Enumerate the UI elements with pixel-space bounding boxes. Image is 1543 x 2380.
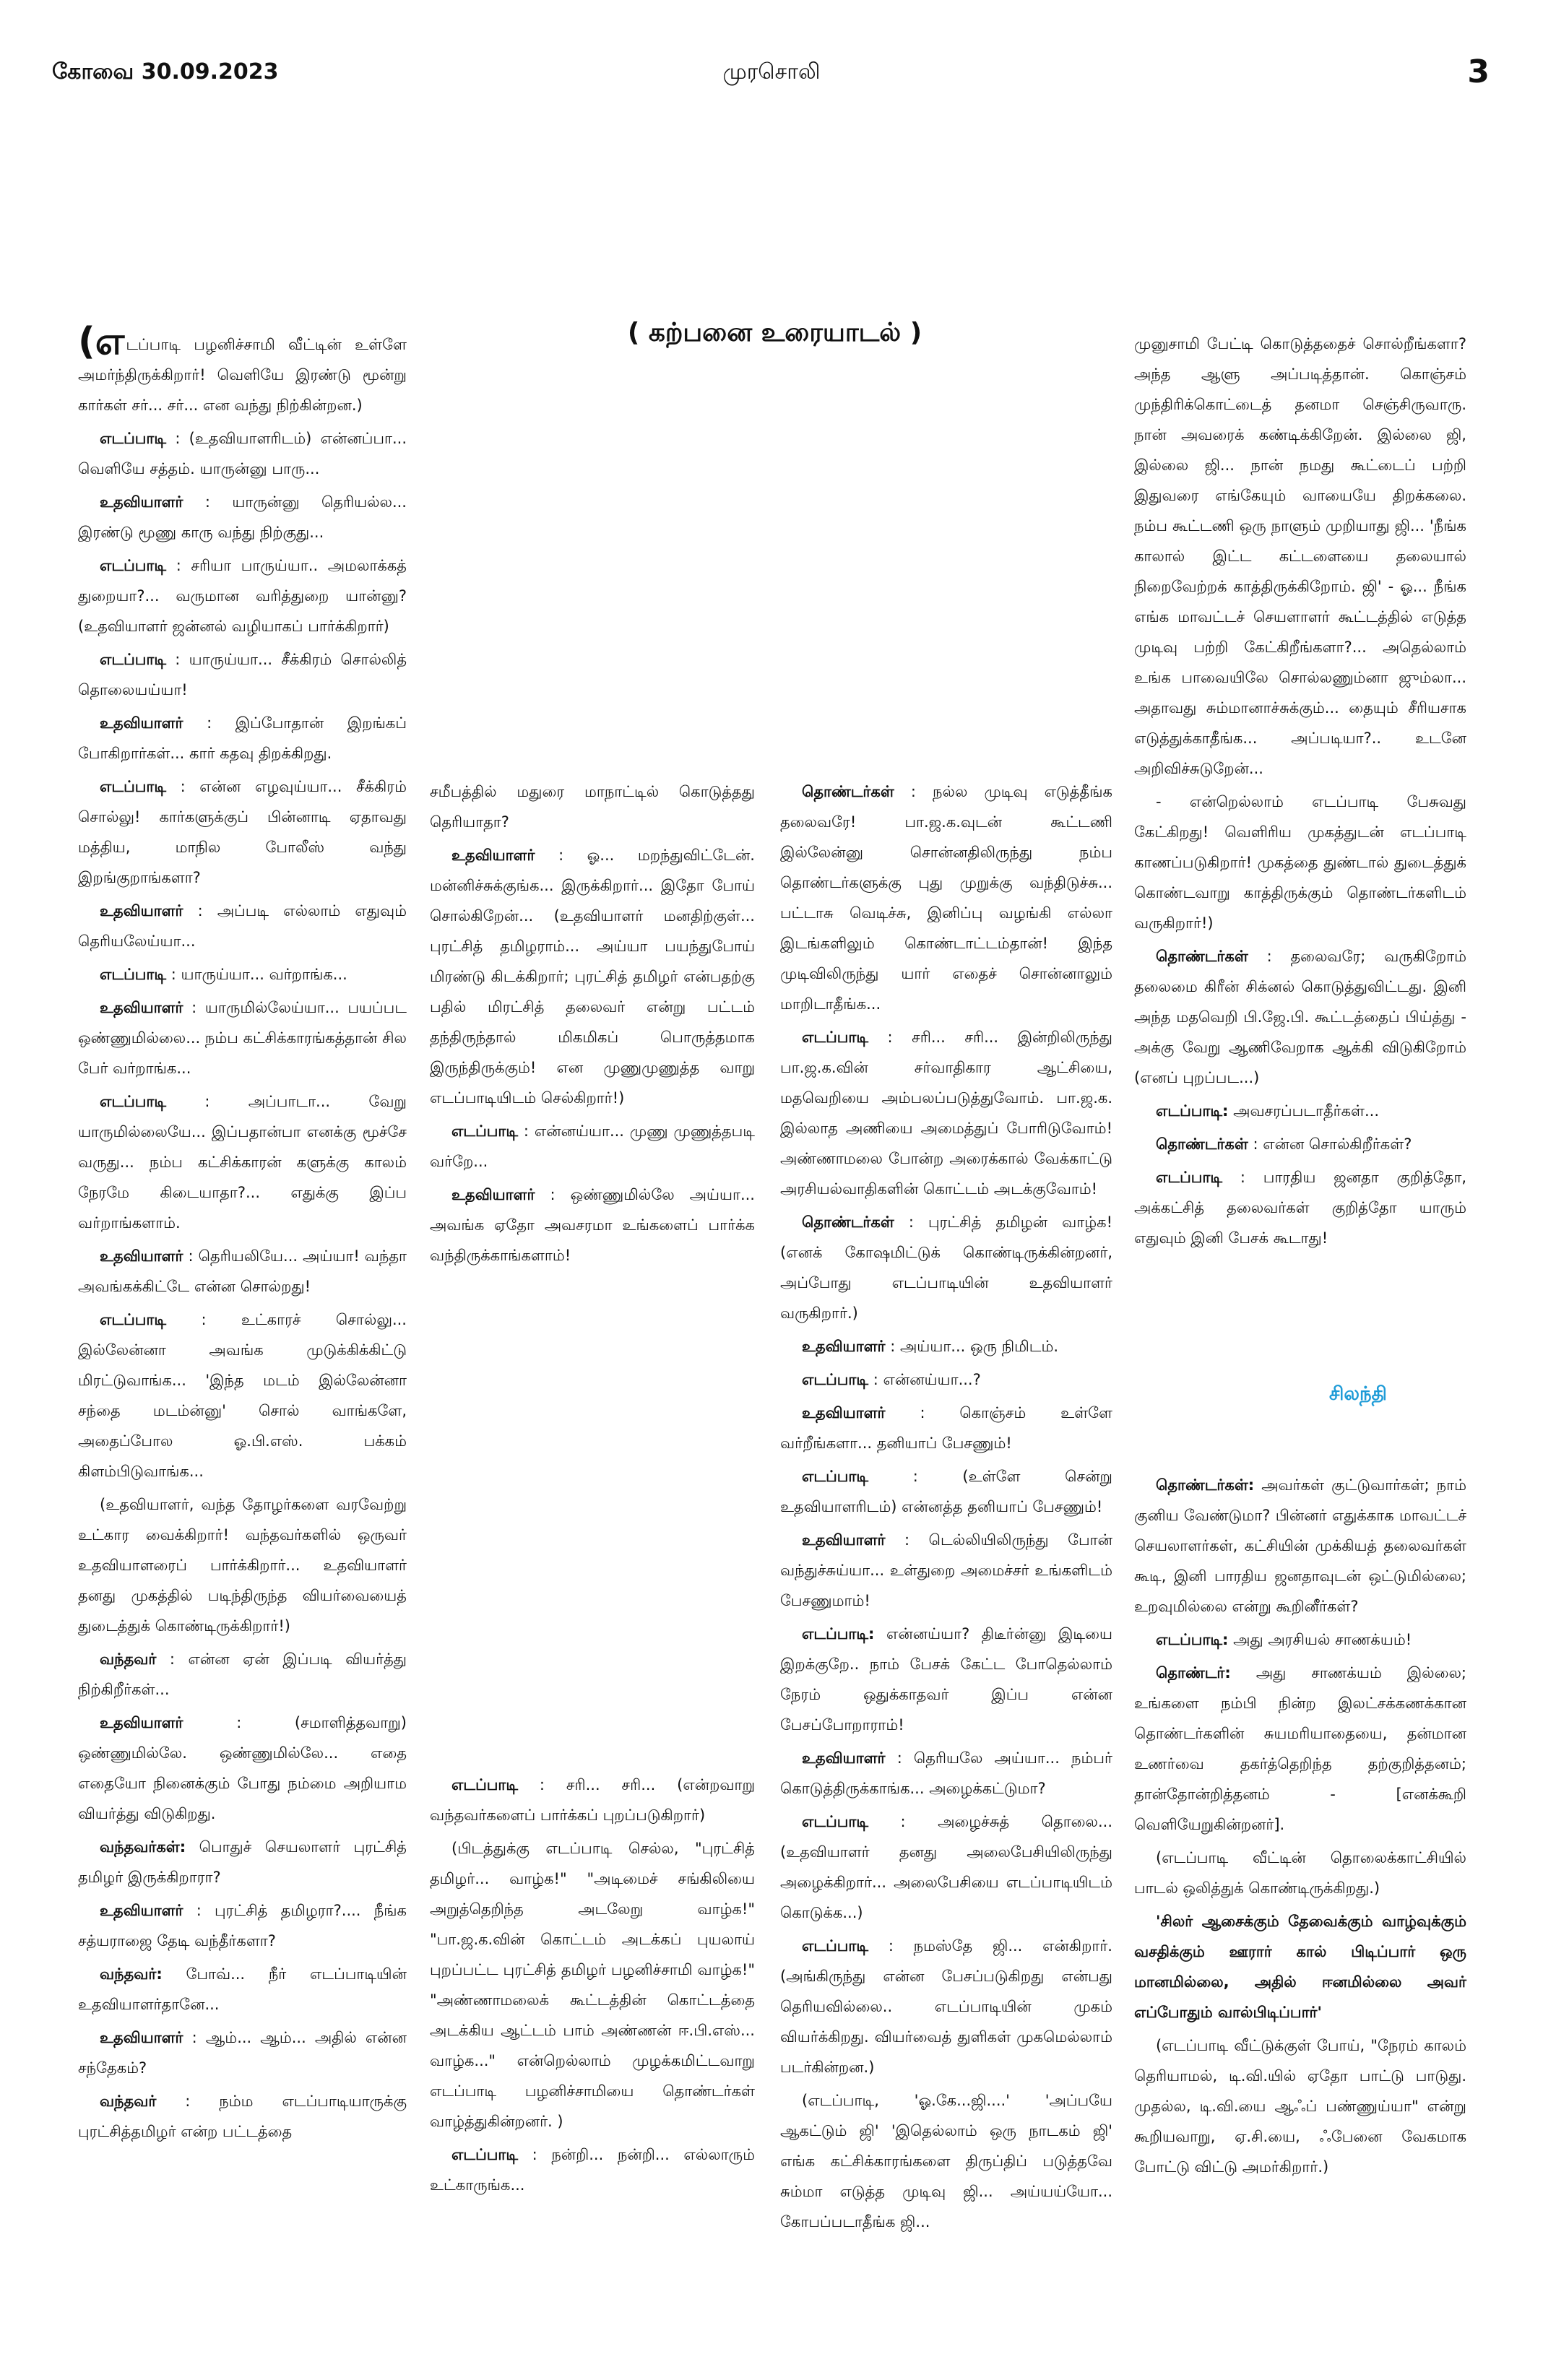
dialogue-paragraph [1134,1843,1466,1903]
dialogue-paragraph [78,2086,407,2147]
dialogue-paragraph [780,1931,1112,2082]
dialogue-paragraph [1134,1129,1466,1159]
column-1 [78,320,407,2150]
dialogue-paragraph [1134,1906,1466,2028]
dialogue-paragraph [780,1364,1112,1395]
speaker-name: வந்தவர்: [100,1965,163,1983]
dialogue-text: : என்னய்யா... முணு முணுத்தபடி வர்றே... [430,1122,755,1170]
dialogue-text: அது சாணக்யம் இல்லை; உங்களை நம்பி நின்ற இலட்சக்கணக்கான தொண்டர்களின் சுயமரியாதையை, தன்மான உணர்வை தகர்த்தெறிந்த தற்குறித்தனம்; தான்தோன்றித்தனம் - [எனக்கூறி வெளியேறுகின்றனர்]. [1134,1664,1466,1833]
speaker-name: எடப்பாடி [100,778,167,795]
dialogue-paragraph [78,1644,407,1705]
dialogue-paragraph [1134,1096,1466,1126]
dialogue-text: : அழைச்சுத் தொலை... (உதவியாளர் தனது அலைபேசியிலிருந்து அழைக்கிறார்... அலைபேசியை எடப்பாடியிடம் கொடுக்க...) [780,1813,1112,1921]
speaker-name: தொண்டர்கள்: [1156,1476,1255,1494]
speaker-name: தொண்டர்: [1156,1664,1231,1682]
speaker-name: உதவியாளர் [802,1749,886,1767]
speaker-name: உதவியாளர் [100,1902,183,1919]
dialogue-text: : (சமாளித்தவாறு) ஒண்ணுமில்லே. ஒண்ணுமில்லே... எதை எதையோ நினைக்கும் போது நம்மை அறியாம வியர்த்து விடுகிறது. [78,1714,407,1822]
dialogue-text: : உட்காரச் சொல்லு... இல்லேன்னா அவங்க முடுக்கிக்கிட்டு மிரட்டுவாங்க... 'இந்த மடம் இல்லேன்னா சந்தை மடம்ன்னு' சொல் வாங்களே, அதைப்போல ஓ.பி.எஸ். பக்கம் கிளம்பிடுவாங்க... [78,1311,407,1480]
speaker-name: உதவியாளர் [100,1714,183,1731]
newspaper-name: முரசொலி [722,59,821,85]
dialogue-text: (எடப்பாடி வீட்டின் தொலைக்காட்சியில் பாடல் ஒலித்துக் கொண்டிருக்கிறது.) [1134,1849,1466,1897]
dialogue-paragraph [78,644,407,705]
speaker-name: வந்தவர் [100,1650,157,1668]
dialogue-text: : யாருன்னு தெரியல்ல... இரண்டு மூணு காரு வந்து நிற்குது... [78,493,407,541]
speaker-name: எடப்பாடி [451,2146,519,2163]
dialogue-text: : யாருமில்லேய்யா... பயப்பட ஒண்ணுமில்லை... நம்ப கட்சிக்காரங்கத்தான் சில பேர் வர்றாங்க... [78,999,407,1077]
dialogue-paragraph [78,1086,407,1238]
speaker-name: உதவியாளர் [451,847,535,864]
dialogue-paragraph [78,320,407,420]
dialogue-paragraph [1134,941,1466,1093]
dialogue-text: : என்ன சொல்கிறீர்கள்? [1253,1135,1412,1153]
dialogue-paragraph [780,1619,1112,1740]
speaker-name: தொண்டர்கள் [802,1213,894,1231]
dialogue-text: : நமஸ்தே ஜி... என்கிறார். (அங்கிருந்து என்ன பேசப்படுகிறது என்பது தெரியவில்லை.. எடப்பாடியின் முகம் வியர்க்கிறது. வியர்வைத் துளிகள் முகமெல்லாம் படர்கின்றன.) [780,1937,1112,2076]
dialogue-text: (எடப்பாடி, 'ஓ.கே...ஜி....' 'அப்பயே ஆகட்டும் ஜி' 'இதெல்லாம் ஒரு நாடகம் ஜி' எங்க கட்சிக்காரங்களை திருப்திப் படுத்தவே சும்மா எடுத்த முடிவு ஜி... அய்யய்யோ... கோபப்படாதீங்க ஜி... [780,2092,1112,2230]
dialogue-paragraph [78,1708,407,1829]
dialogue-paragraph [78,487,407,548]
author-signature: சிலந்தி [1329,1383,1387,1405]
dialogue-paragraph [430,776,755,837]
dialogue-paragraph [78,1489,407,1641]
column-3 [780,776,1112,2240]
dialogue-text: : டெல்லியிலிருந்து போன் வந்துச்சுய்யா... உள்துறை அமைச்சர் உங்களிடம் பேசணுமாம்! [780,1531,1112,1609]
dialogue-paragraph [430,1770,755,1830]
column-4-bottom [1134,1470,1466,2185]
dialogue-paragraph [78,992,407,1083]
drop-cap: (எ [78,320,125,363]
dialogue-text: : ஒண்ணுமில்லே அய்யா... அவங்க ஏதோ அவசரமா உங்களைப் பார்க்க வந்திருக்காங்களாம்! [430,1186,755,1264]
dialogue-paragraph [1134,1470,1466,1622]
dialogue-paragraph [430,1833,755,2137]
speaker-name: எடப்பாடி [1156,1169,1223,1186]
speaker-name: எடப்பாடி [451,1776,519,1793]
dialogue-paragraph [1134,787,1466,938]
dialogue-paragraph [78,1304,407,1487]
dialogue-paragraph [78,896,407,956]
column-2-bottom [430,1770,755,2203]
dialogue-text: போவ்... நீர் எடப்பாடியின் உதவியாளர்தானே... [78,1965,407,2013]
dialogue-text: (உதவியாளர், வந்த தோழர்களை வரவேற்று உட்கார வைக்கிறார்! வந்தவர்களில் ஒருவர் உதவியாளரைப் பார்க்கிறார்... உதவியாளர் தனது முகத்தில் படிந்திருந்த வியர்வையைத் துடைத்துக் கொண்டிருக்கிறார்!) [78,1496,407,1635]
page-header [0,0,1543,123]
dialogue-paragraph [780,1022,1112,1204]
speaker-name: எடப்பாடி [451,1122,519,1140]
dialogue-text: அது அரசியல் சாணக்யம்! [1233,1631,1412,1648]
dialogue-text: 'சிலர் ஆசைக்கும் தேவைக்கும் வாழ்வுக்கும் வசதிக்கும் ஊரார் கால் பிடிப்பார் ஒரு மானமில்லை, அதில் ஈனமில்லை அவர் எப்போதும் வால்பிடிப்பார்' [1134,1913,1466,2021]
dialogue-paragraph [430,1116,755,1177]
dialogue-paragraph [780,2085,1112,2237]
speaker-name: உதவியாளர் [802,1338,886,1355]
dialogue-paragraph [1134,1658,1466,1840]
dialogue-paragraph [780,1331,1112,1362]
speaker-name: எடப்பாடி [100,966,167,983]
dialogue-paragraph [430,2139,755,2200]
speaker-name: தொண்டர்கள் [1156,948,1248,965]
speaker-name: எடப்பாடி [802,1937,869,1955]
dialogue-paragraph [430,840,755,1113]
speaker-name: எடப்பாடி [100,1311,167,1328]
dialogue-text: : (உள்ளே சென்று உதவியாளரிடம்) என்னத்த தனியாப் பேசணும்! [780,1468,1112,1515]
article-heading: ( கற்பனை உரையாடல் ) [627,318,922,347]
dialogue-paragraph [78,708,407,769]
speaker-name: உதவியாளர் [802,1404,886,1421]
dialogue-text: : புரட்சித் தமிழன் வாழ்க! (எனக் கோஷமிட்டுக் கொண்டிருக்கின்றனர், அப்போது எடப்பாடியின் உதவியாளர் வருகிறார்.) [780,1213,1112,1322]
date-line: கோவை 30.09.2023 [52,59,279,85]
dialogue-text: : யாருய்யா... வர்றாங்க... [170,966,347,983]
dialogue-paragraph [780,1398,1112,1458]
speaker-name: தொண்டர்கள் [802,783,894,800]
dialogue-text: (எடப்பாடி வீட்டுக்குள் போய், "நேரம் காலம் தெரியாமல், டி.வி.யில் ஏதோ பாட்டு பாடுது. முதல்ல, டி.வி.யை ஆஃப் பண்ணுய்யா" என்று கூறியவாறு, ஏ.சி.யை, ஃபேனை வேகமாக போட்டு விட்டு அமர்கிறார்.) [1134,2037,1466,2176]
speaker-name: உதவியாளர் [100,902,183,919]
dialogue-text: : நல்ல முடிவு எடுத்தீங்க தலைவரே! பா.ஜ.க.வுடன் கூட்டணி இல்லேன்னு சொன்னதிலிருந்து நம்ப தொண்டர்களுக்கு புது முறுக்கு வந்திடுச்சு... பட்டாசு வெடிச்சு, இனிப்பு வழங்கி எல்லா இடங்களிலும் கொண்டாட்டம்தான்! இந்த முடிவிலிருந்து யார் எதைச் சொன்னாலும் மாறிடாதீங்க... [780,783,1112,1013]
dialogue-paragraph [1134,2030,1466,2182]
speaker-name: எடப்பாடி [100,557,167,574]
dialogue-paragraph [780,1806,1112,1928]
speaker-name: உதவியாளர் [802,1531,886,1549]
speaker-name: உதவியாளர் [100,1247,183,1265]
dialogue-text: (பிடத்துக்கு எடப்பாடி செல்ல, "புரட்சித் தமிழர்... வாழ்க!" "அடிமைச் சங்கிலியை அறுத்தெறிந்த அடலேறு வாழ்க!" "பா.ஜ.க.வின் கொட்டம் அடக்கப் புயலாய் புறப்பட்ட புரட்சித் தமிழர் பழனிச்சாமி வாழ்க!" "அண்ணாமலைக் கூட்டத்தின் கொட்டத்தை அடக்கிய ஆட்டம் பாம் அண்ணன் ஈ.பி.எஸ்... வாழ்க..." என்றெல்லாம் முழக்கமிட்டவாறு எடப்பாடி பழனிச்சாமியை தொண்டர்கள் வாழ்த்துகின்றனர். ) [430,1840,755,2130]
dialogue-paragraph [78,423,407,484]
speaker-name: எடப்பாடி [100,430,167,447]
speaker-name: எடப்பாடி [802,1813,869,1830]
dialogue-text: பொதுச் செயலாளர் புரட்சித் தமிழர் இருக்கிறாரா? [78,1838,407,1886]
dialogue-paragraph [1134,1162,1466,1253]
speaker-name: எடப்பாடி [100,651,167,668]
dialogue-paragraph [78,771,407,893]
dialogue-text: : தெரியலியே... அய்யா! வந்தா அவங்கக்கிட்டே என்ன சொல்றது! [78,1247,407,1295]
dialogue-text: அவசரப்படாதீர்கள்... [1233,1102,1380,1120]
dialogue-text: முனுசாமி பேட்டி கொடுத்ததைச் சொல்றீங்களா? அந்த ஆளு அப்படித்தான். கொஞ்சம் முந்திரிக்கொட்டைத் தனமா செஞ்சிருவாரு. நான் அவரைக் கண்டிக்கிறேன். இல்லை ஜி, இல்லை ஜி... நான் நமது கூட்டைப் பற்றி இதுவரை எங்கேயும் வாயையே திறக்கலை. நம்ப கூட்டணி ஒரு நாளும் முறியாது ஜி... 'நீங்க காலால் இட்ட கட்டளையை தலையால் நிறைவேற்றக் காத்திருக்கிறோம். ஜி' - ஓ... நீங்க எங்க மாவட்டச் செயளாளர் கூட்டத்தில் எடுத்த முடிவு பற்றி கேட்கிறீங்களா?... அதெல்லாம் உங்க பாவையிலே சொல்லணும்னா ஜும்லா... அதாவது சும்மானாச்சுக்கும்... தையும் சீரியசாக எடுத்துக்காதீங்க... அப்படியா?.. உடனே அறிவிச்சுடுறேன்... [1134,335,1466,777]
dialogue-text: அவர்கள் குட்டுவார்கள்; நாம் குனிய வேண்டுமா? பின்னர் எதுக்காக மாவட்டச் செயலாளர்கள், கட்சியின் முக்கியத் தலைவர்கள் கூடி, இனி பாரதிய ஜனதாவுடன் ஒட்டுமில்லை; உறவுமில்லை என்று கூறினீர்கள்? [1134,1476,1466,1615]
dialogue-text: : சரி... சரி... இன்றிலிருந்து பா.ஜ.க.வின் சர்வாதிகார ஆட்சியை, மதவெறியை அம்பலப்படுத்துவோம். பா.ஜ.க. இல்லாத அணியை அமைத்துப் போரிடுவோம்! அண்ணாமலை போன்ற அரைக்கால் வேக்காட்டு அரசியல்வாதிகளின் கொட்டம் அடக்குவோம்! [780,1029,1112,1198]
dialogue-text: : தலைவரே; வருகிறோம் தலைமை கிரீன் சிக்னல் கொடுத்துவிட்டது. இனி அந்த மதவெறி பி.ஜே.பி. கூட்டத்தைப் பிய்த்து - அக்கு வேறு ஆணிவேறாக ஆக்கி விடுகிறோம் (எனப் புறப்பட...) [1134,948,1466,1086]
speaker-name: வந்தவர் [100,2093,157,2110]
dialogue-paragraph [430,1180,755,1271]
speaker-name: உதவியாளர் [100,493,183,511]
speaker-name: உதவியாளர் [100,2029,183,2046]
dialogue-paragraph [1134,329,1466,784]
dialogue-text: : புரட்சித் தமிழரா?.... நீங்க சத்யராஜை தேடி வந்தீர்களா? [78,1902,407,1950]
column-4-top [1134,329,1466,1256]
dialogue-text: : என்ன எழவுய்யா... சீக்கிரம் சொல்லு! கார்களுக்குப் பின்னாடி ஏதாவது மத்திய, மாநில போலீஸ் வந்து இறங்குறாங்களா? [78,778,407,886]
speaker-name: உதவியாளர் [100,714,183,732]
dialogue-paragraph [78,550,407,641]
speaker-name: எடப்பாடி [802,1029,869,1046]
dialogue-text: : இப்போதான் இறங்கப் போகிறார்கள்... கார் கதவு திறக்கிறது. [78,714,407,762]
speaker-name: எடப்பாடி [802,1468,869,1485]
dialogue-paragraph [78,1959,407,2020]
speaker-name: வந்தவர்கள்: [100,1838,186,1856]
dialogue-text: : யாருய்யா... சீக்கிரம் சொல்லித் தொலையய்யா! [78,651,407,698]
page-number: 3 [1467,53,1490,90]
dialogue-paragraph [78,1241,407,1302]
dialogue-text: : கொஞ்சம் உள்ளே வர்றீங்களா... தனியாப் பேசணும்! [780,1404,1112,1452]
speaker-name: எடப்பாடி: [1156,1631,1229,1648]
speaker-name: எடப்பாடி: [1156,1102,1229,1120]
dialogue-paragraph [78,959,407,990]
speaker-name: உதவியாளர் [451,1186,535,1203]
speaker-name: தொண்டர்கள் [1156,1135,1248,1153]
dialogue-text: : என்ன ஏன் இப்படி வியர்த்து நிற்கிறீர்கள்... [78,1650,407,1698]
dialogue-text: : ஓ... மறந்துவிட்டேன். மன்னிச்சுக்குங்க... இருக்கிறார்... இதோ போய் சொல்கிறேன்... (உதவியாளர் மனதிற்குள்... புரட்சித் தமிழராம்... அய்யா பயந்துபோய் மிரண்டு கிடக்கிறார்; புரட்சித் தமிழர் என்பதற்கு பதில் மிரட்சித் தலைவர் என்று பட்டம் தந்திருந்தால் மிகமிகப் பொருத்தமாக இருந்திருக்கும்! என முணுமுணுத்த வாறு எடப்பாடியிடம் செல்கிறார்!) [430,847,755,1107]
dialogue-paragraph [780,1461,1112,1522]
dialogue-text: : அப்படி எல்லாம் எதுவும் தெரியலேய்யா... [78,902,407,950]
dialogue-paragraph [1134,1624,1466,1655]
dialogue-paragraph [78,1832,407,1892]
dialogue-text: : ஆம்... ஆம்... அதில் என்ன சந்தேகம்? [78,2029,407,2077]
speaker-name: எடப்பாடி: [802,1625,875,1643]
speaker-name: எடப்பாடி [802,1371,869,1388]
dialogue-text: : சரி... சரி... (என்றவாறு வந்தவர்களைப் பார்க்கப் புறப்படுகிறார்) [430,1776,755,1824]
dialogue-paragraph [780,1207,1112,1328]
dialogue-paragraph [78,1895,407,1956]
dialogue-text: : தெரியலே அய்யா... நம்பர் கொடுத்திருக்காங்க... அழைக்கட்டுமா? [780,1749,1112,1797]
dialogue-text: : அப்பாடா... வேறு யாருமில்லையே... இப்பதான்பா எனக்கு மூச்சே வருது... நம்ப கட்சிக்காரன் களுக்கு காலம் நேரமே கிடையாதா?... எதுக்கு இப்ப வர்றாங்களாம். [78,1093,407,1232]
dialogue-text: : நன்றி... நன்றி... எல்லாரும் உட்காருங்க... [430,2146,755,2194]
dialogue-text: : (உதவியாளரிடம்) என்னப்பா... வெளியே சத்தம். யாருன்னு பாரு... [78,430,407,477]
dialogue-text: என்னய்யா? திடீர்ன்னு இடியை இறக்குறே.. நாம் பேசக் கேட்ட போதெல்லாம் நேரம் ஒதுக்காதவர் இப்ப என்ன பேசப்போறாராம்! [780,1625,1112,1734]
dialogue-paragraph [780,1743,1112,1804]
dialogue-text: : பாரதிய ஜனதா குறித்தோ, அக்கட்சித் தலைவர்கள் குறித்தோ யாரும் எதுவும் இனி பேசக் கூடாது! [1134,1169,1466,1247]
dialogue-paragraph [780,776,1112,1019]
speaker-name: உதவியாளர் [100,999,183,1016]
column-2-top [430,776,755,1273]
dialogue-text: சமீபத்தில் மதுரை மாநாட்டில் கொடுத்தது தெரியாதா? [430,783,755,831]
speaker-name: எடப்பாடி [100,1093,167,1110]
dialogue-paragraph [78,2022,407,2083]
dialogue-text: டப்பாடி பழனிச்சாமி வீட்டின் உள்ளே அமர்ந்திருக்கிறார்! வெளியே இரண்டு மூன்று கார்கள் சர்... சர்... என வந்து நிற்கின்றன.) [78,336,407,414]
dialogue-paragraph [780,1525,1112,1616]
dialogue-text: : என்னய்யா...? [873,1371,981,1388]
dialogue-text: : அய்யா... ஒரு நிமிடம். [890,1338,1059,1355]
dialogue-text: : சரியா பாருய்யா.. அமலாக்கத் துறையா?... வருமான வரித்துறை யான்னு? (உதவியாளர் ஜன்னல் வழியாகப் பார்க்கிறார்) [78,557,407,635]
dialogue-text: - என்றெல்லாம் எடப்பாடி பேசுவது கேட்கிறது! வெளிரிய முகத்துடன் எடப்பாடி காணப்படுகிறார்! முகத்தை துண்டால் துடைத்துக் கொண்டவாறு காத்திருக்கும் தொண்டர்களிடம் வருகிறார்!) [1134,793,1466,932]
dialogue-text: : நம்ம எடப்பாடியாருக்கு புரட்சித்தமிழர் என்ற பட்டத்தை [78,2093,407,2140]
